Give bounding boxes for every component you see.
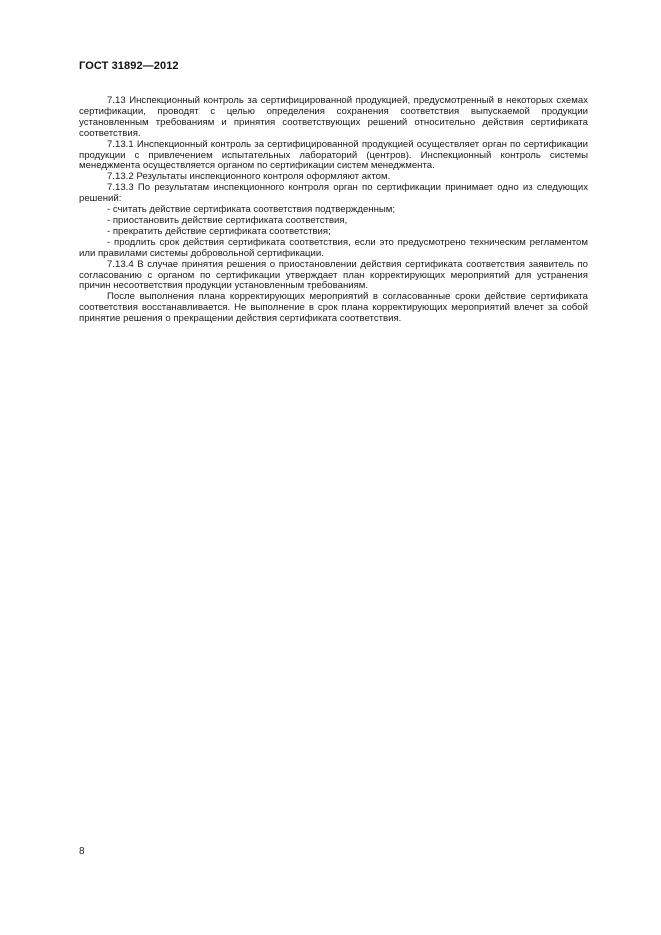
document-body <box>79 96 588 325</box>
standard-header: ГОСТ 31892—2012 <box>79 60 179 72</box>
list-item-extend: - продлить срок действия сертификата соответствия, если это предусмотрено техническим регламентом или правилами системы добровольной сертификации. <box>79 236 588 259</box>
paragraph-after-corrective: После выполнения плана корректирующих мероприятий в согласованные сроки действие сертификата соответствия восстанавливается. Не выполнение в срок плана корректирующих мероприятий влечет за собой принятие решения о прекращении действия сертификата соответствия. <box>79 291 588 325</box>
list-item-confirm: - считать действие сертификата соответствия подтвержденным; <box>107 204 396 216</box>
list-item-suspend: - приостановить действие сертификата соответствия, <box>107 214 348 226</box>
paragraph-7-13-4: 7.13.4 В случае принятия решения о приостановлении действия сертификата соответствия заявитель по согласованию с органом по сертификации утверждает план корректирующих мероприятий для устранения причин несоответствия продукции установленным требованиям. <box>79 258 588 292</box>
list-item-terminate: - прекратить действие сертификата соответствия; <box>107 225 331 237</box>
paragraph-7-13-2: 7.13.2 Результаты инспекционного контроля оформляют актом. <box>107 171 391 183</box>
paragraph-7-13-1: 7.13.1 Инспекционный контроль за сертифицированной продукцией осуществляет орган по сертификации продукции с привлечением испытательных лабораторий (центров). Инспекционный контроль системы менеджмента осуществляется органом по сертификации систем менеджмента. <box>79 138 588 172</box>
paragraph-7-13-3: 7.13.3 По результатам инспекционного контроля орган по сертификации принимает одно из следующих решений: <box>79 182 588 205</box>
page-number: 8 <box>79 846 85 857</box>
paragraph-7-13: 7.13 Инспекционный контроль за сертифицированной продукцией, предусмотренный в некоторых схемах сертификации, проводят с целью определения сохранения соответствия выпускаемой продукции установленным требованиям и принятия соответствующих решений относительно действия сертификата соответствия. <box>79 95 588 139</box>
